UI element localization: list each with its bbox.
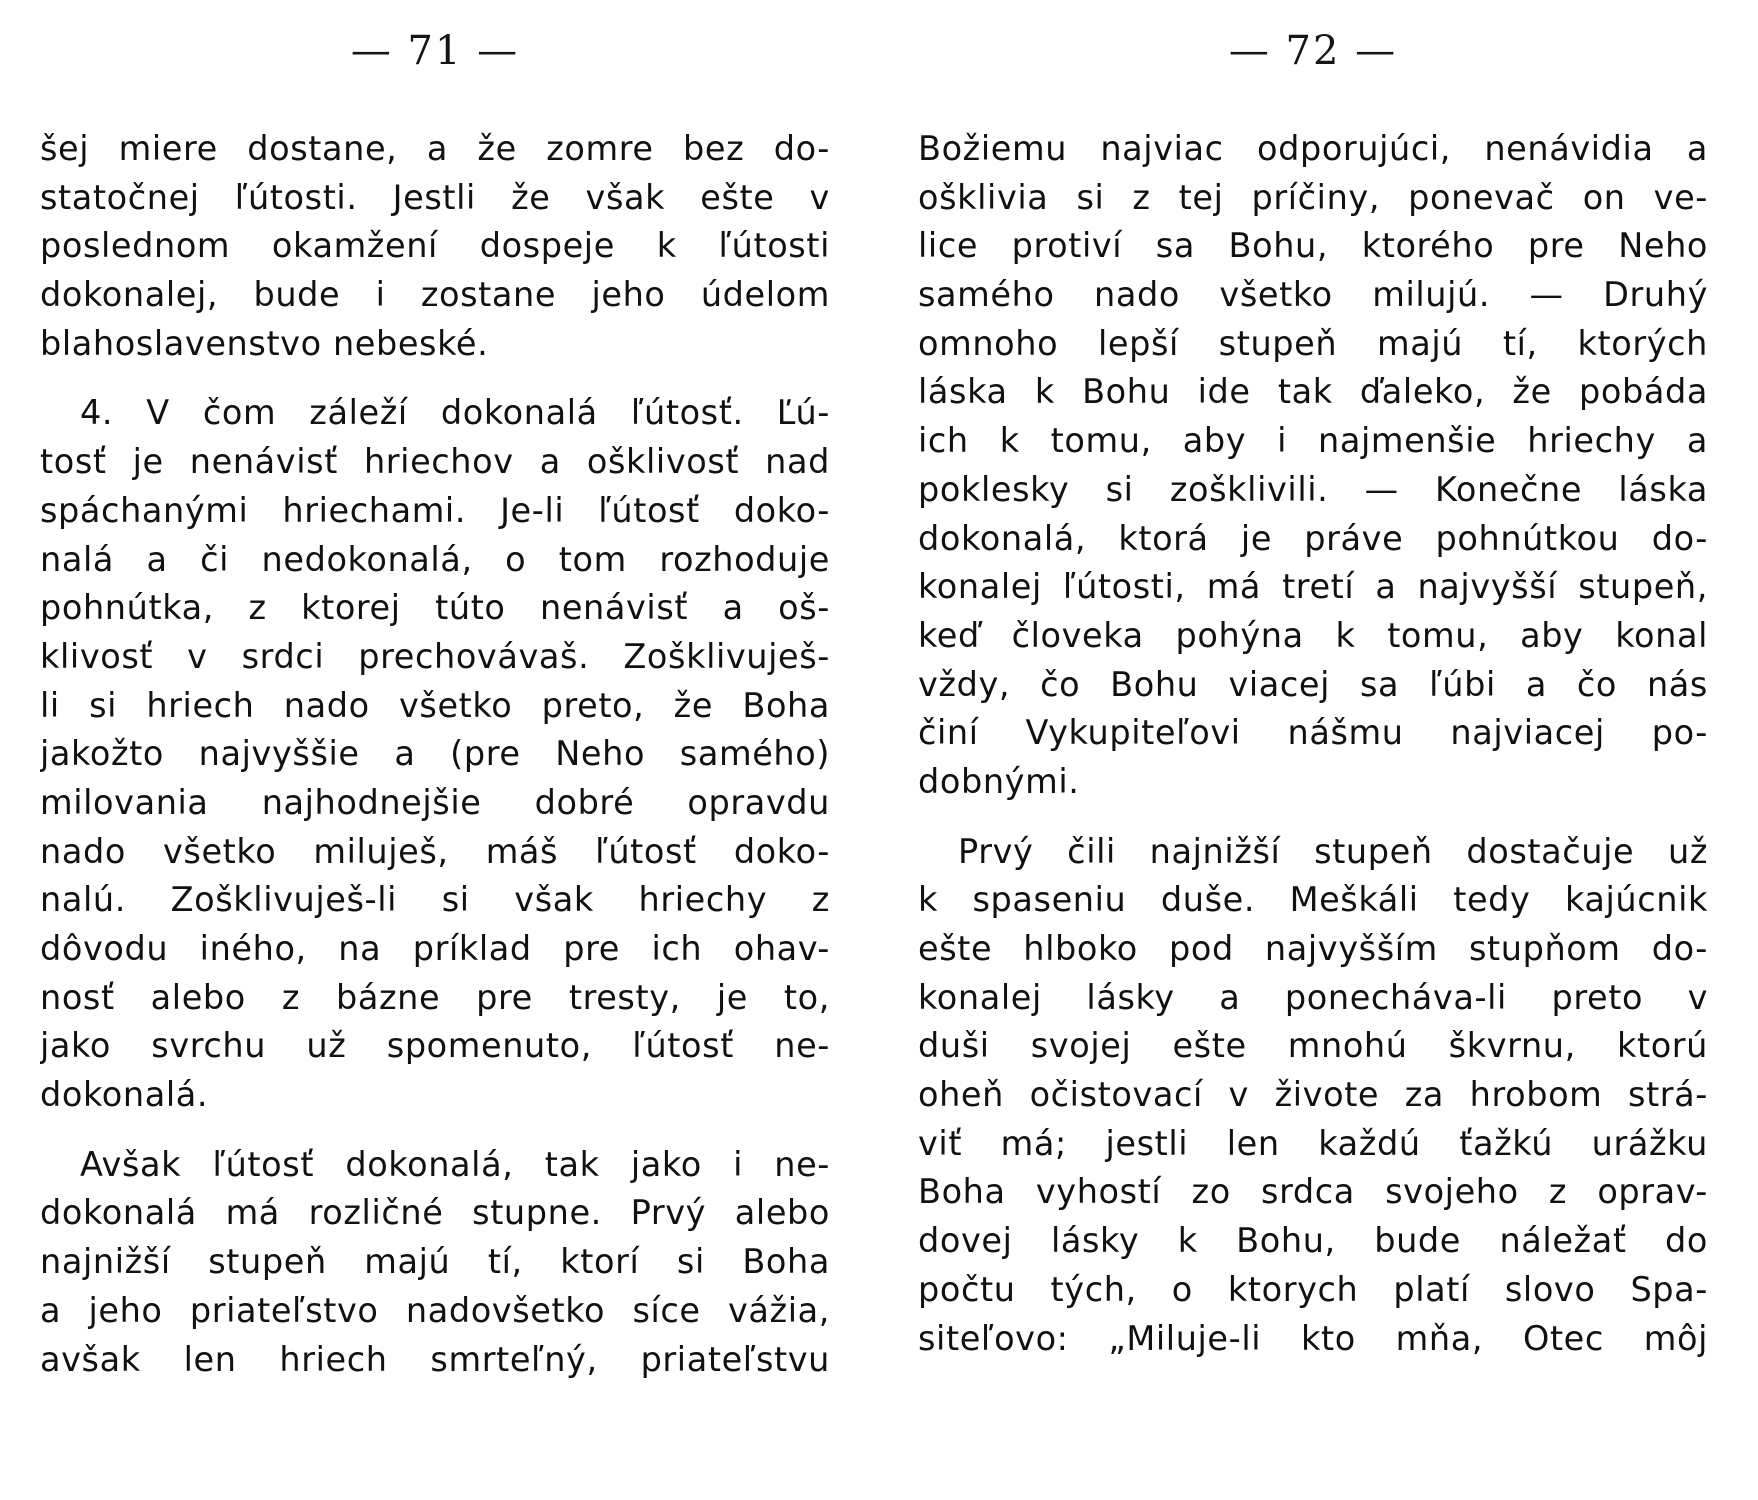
text-line: dobnými.: [918, 761, 1080, 801]
text-line: oheň očistovací v živote za hrobom strá-: [918, 1075, 1708, 1115]
paragraph: [918, 125, 1708, 807]
text-line: poklesky si zošklivili. — Konečne láska: [918, 469, 1708, 509]
text-line: Prvý čili najnižší stupeň dostačuje už: [958, 831, 1708, 871]
text-line: keď človeka pohýna k tomu, aby konal: [918, 615, 1708, 655]
paragraph: [40, 125, 830, 368]
text-line: spáchanými hriechami. Je-li ľútosť doko-: [40, 490, 830, 530]
page-number-right: — 72 —: [1228, 28, 1398, 74]
right-page: [918, 0, 1708, 1500]
text-line: šej miere dostane, a že zomre bez do-: [40, 129, 830, 168]
text-line: jako svrchu už spomenuto, ľútosť ne-: [40, 1026, 830, 1066]
text-line: nalú. Zošklivuješ-li si však hriechy z: [40, 880, 830, 920]
text-line: ich k tomu, aby i najmenšie hriechy a: [918, 421, 1708, 461]
page-number-left: — 71 —: [350, 28, 520, 74]
text-line: nosť alebo z bázne pre tresty, je to,: [40, 977, 830, 1017]
text-line: poslednom okamžení dospeje k ľútosti: [40, 226, 830, 266]
text-line: tosť je nenávisť hriechov a ošklivosť nad: [40, 442, 830, 482]
text-line: jakožto najvyššie a (pre Neho samého): [40, 734, 830, 774]
text-line: dokonalá.: [40, 1075, 209, 1115]
text-line: nado všetko miluješ, máš ľútosť doko-: [40, 831, 830, 871]
paragraph: [40, 1141, 830, 1384]
paragraph: [918, 828, 1708, 1364]
text-line: pohnútka, z ktorej túto nenávisť a oš-: [40, 588, 830, 628]
text-line: k spaseniu duše. Meškáli tedy kajúcnik: [918, 880, 1708, 920]
text-line: ešte hlboko pod najvyšším stupňom do-: [918, 929, 1708, 968]
text-line: najnižší stupeň majú tí, ktorí si Boha: [40, 1242, 830, 1282]
text-line: statočnej ľútosti. Jestli že však ešte v: [40, 177, 830, 217]
text-line: nalá a či nedokonalá, o tom rozhoduje: [40, 539, 830, 579]
text-line: milovania najhodnejšie dobré opravdu: [40, 782, 830, 822]
text-line: činí Vykupiteľovi nášmu najviacej po-: [918, 713, 1708, 753]
text-line: dovej lásky k Bohu, bude náležať do: [918, 1221, 1708, 1261]
text-line: a jeho priateľstvo nadovšetko síce vážia,: [40, 1290, 830, 1330]
text-line: viť má; jestli len každú ťažkú urážku: [918, 1123, 1708, 1163]
text-line: Avšak ľútosť dokonalá, tak jako i ne-: [80, 1144, 830, 1184]
text-line: počtu tých, o ktorych platí slovo Spa-: [918, 1269, 1708, 1309]
text-line: li si hriech nado všetko preto, že Boha: [40, 685, 830, 725]
paragraph: [40, 389, 830, 1119]
text-line: konalej lásky a ponecháva-li preto v: [918, 977, 1708, 1017]
text-line: konalej ľútosti, má tretí a najvyšší stupeň,: [918, 567, 1708, 607]
left-page-text: [40, 125, 830, 1384]
text-line: Boha vyhostí zo srdca svojeho z oprav-: [918, 1172, 1708, 1212]
text-line: duši svojej ešte mnohú škvrnu, ktorú: [918, 1026, 1708, 1066]
text-line: avšak len hriech smrteľný, priateľstvu: [40, 1339, 830, 1379]
text-line: dokonalá má rozličné stupne. Prvý alebo: [40, 1193, 830, 1233]
text-line: 4. V čom záleží dokonalá ľútosť. Ľú-: [80, 393, 830, 433]
text-line: dôvodu iného, na príklad pre ich ohav-: [40, 929, 830, 968]
text-line: ošklivia si z tej príčiny, ponevač on ve-: [918, 177, 1708, 217]
text-line: Božiemu najviac odporujúci, nenávidia a: [918, 129, 1708, 168]
text-line: láska k Bohu ide tak ďaleko, že pobáda: [918, 372, 1708, 412]
text-line: dokonalej, bude i zostane jeho údelom: [40, 275, 830, 315]
text-line: samého nado všetko milujú. — Druhý: [918, 275, 1708, 315]
left-page: [40, 0, 830, 1500]
text-line: siteľovo: „Miluje-li kto mňa, Otec môj: [918, 1318, 1708, 1358]
text-line: lice protiví sa Bohu, ktorého pre Neho: [918, 226, 1708, 266]
right-page-text: [918, 125, 1708, 1363]
text-line: klivosť v srdci prechovávaš. Zošklivuješ-: [40, 636, 830, 676]
text-line: omnoho lepší stupeň majú tí, ktorých: [918, 323, 1708, 363]
text-line: dokonalá, ktorá je práve pohnútkou do-: [918, 518, 1708, 558]
text-line: vždy, čo Bohu viacej sa ľúbi a čo nás: [918, 664, 1708, 704]
text-line: blahoslavenstvo nebeské.: [40, 323, 489, 363]
